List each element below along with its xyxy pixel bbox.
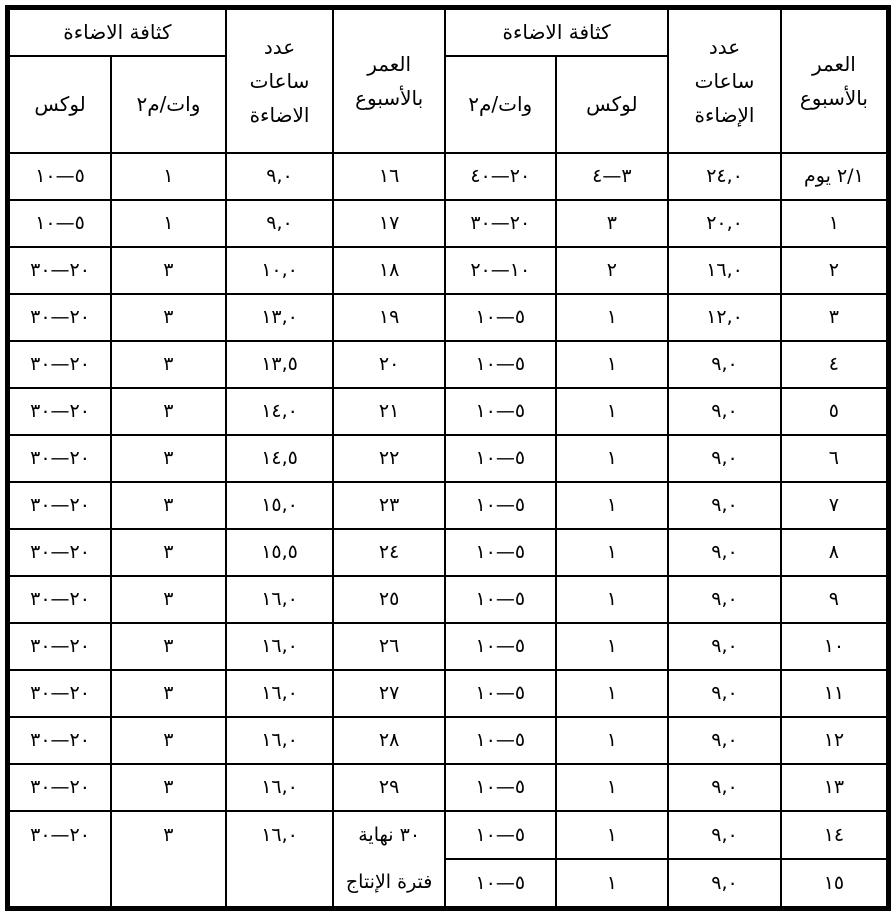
left-hours-cell: ٩,٠ [226, 200, 334, 247]
right-watt-cell: ١٠—٥ [445, 623, 556, 670]
right-lux-cell: ٣ [556, 200, 669, 247]
left-age-cell: ٢٥ [333, 576, 445, 623]
left-lux-cell: ٣٠—٢٠ [8, 623, 112, 670]
right-watt-cell: ١٠—٥ [445, 435, 556, 482]
right-hours-header-line2: ساعات [694, 68, 755, 93]
table-row [8, 529, 889, 576]
right-lux-header: لوكس [556, 56, 669, 153]
right-age-cell: ٨ [781, 529, 889, 576]
left-lux-cell: ٣٠—٢٠ [8, 811, 112, 909]
left-age-header-line2: بالأسبوع [355, 85, 424, 110]
left-watt-cell: ٣ [111, 764, 226, 811]
left-lux-cell: ٣٠—٢٠ [8, 529, 112, 576]
right-watt-cell: ١٠—٥ [445, 388, 556, 435]
right-hours-cell: ٩,٠ [668, 670, 781, 717]
right-age-cell: ١٥ [781, 859, 889, 908]
right-hours-cell: ٢٠,٠ [668, 200, 781, 247]
left-lux-cell: ٣٠—٢٠ [8, 764, 112, 811]
right-age-cell: ٣ [781, 294, 889, 341]
left-hours-cell: ١٠,٠ [226, 247, 334, 294]
table-row [8, 435, 889, 482]
left-hours-cell: ١٦,٠ [226, 623, 334, 670]
right-hours-cell: ٩,٠ [668, 482, 781, 529]
table-row [8, 623, 889, 670]
left-age-line1: ٣٠ نهاية [358, 823, 421, 846]
left-age-cell: ١٧ [333, 200, 445, 247]
left-hours-cell: ١٦,٠ [226, 811, 334, 909]
right-lux-cell: ١ [556, 764, 669, 811]
left-hours-cell: ١٥,٥ [226, 529, 334, 576]
right-lux-cell: ١ [556, 341, 669, 388]
left-lux-cell: ١٠—٥ [8, 153, 112, 200]
left-watt-cell: ٣ [111, 482, 226, 529]
table-row [8, 247, 889, 294]
header-row-top [8, 8, 889, 56]
right-watt-cell: ١٠—٥ [445, 859, 556, 908]
right-watt-cell: ١٠—٥ [445, 294, 556, 341]
table-row [8, 341, 889, 388]
left-age-cell: ٢٤ [333, 529, 445, 576]
left-hours-cell: ١٤,٠ [226, 388, 334, 435]
right-lux-cell: ٢ [556, 247, 669, 294]
right-age-cell: ٩ [781, 576, 889, 623]
right-hours-header-line3: الإضاءة [694, 102, 755, 127]
left-hours-cell: ١٣,٠ [226, 294, 334, 341]
right-lux-cell: ١ [556, 388, 669, 435]
right-age-header-line2: بالأسبوع [799, 85, 868, 110]
right-age-cell: ١٢ [781, 717, 889, 764]
left-hours-cell: ١٤,٥ [226, 435, 334, 482]
left-watt-cell: ١ [111, 153, 226, 200]
right-lux-cell: ١ [556, 717, 669, 764]
right-age-cell: ١١ [781, 670, 889, 717]
right-lux-cell: ١ [556, 859, 669, 908]
right-age-cell: ٥ [781, 388, 889, 435]
left-watt-cell: ٣ [111, 576, 226, 623]
left-age-cell: ٢٦ [333, 623, 445, 670]
right-lux-cell: ١ [556, 435, 669, 482]
lighting-program-table [5, 5, 891, 911]
left-age-line2: فترة الإنتاج [345, 870, 433, 893]
left-age-header-line1: العمر [367, 51, 412, 76]
right-age-header-line1: العمر [811, 51, 856, 76]
right-age-cell: ٤ [781, 341, 889, 388]
left-age-cell: ١٩ [333, 294, 445, 341]
right-lux-cell: ١ [556, 294, 669, 341]
right-watt-cell: ١٠—٥ [445, 717, 556, 764]
right-watt-cell: ١٠—٥ [445, 764, 556, 811]
right-watt-cell: ٢٠—١٠ [445, 247, 556, 294]
right-lux-cell: ١ [556, 529, 669, 576]
left-lux-cell: ٣٠—٢٠ [8, 247, 112, 294]
left-lux-cell: ٣٠—٢٠ [8, 294, 112, 341]
left-hours-cell: ١٦,٠ [226, 717, 334, 764]
left-age-cell: ٢٩ [333, 764, 445, 811]
right-watt-cell: ٣٠—٢٠ [445, 200, 556, 247]
right-watt-cell: ١٠—٥ [445, 529, 556, 576]
left-lux-header: لوكس [8, 56, 112, 153]
left-age-cell: ١٦ [333, 153, 445, 200]
right-hours-cell: ٩,٠ [668, 529, 781, 576]
right-watt-cell: ١٠—٥ [445, 341, 556, 388]
right-watt-cell: ١٠—٥ [445, 670, 556, 717]
left-watt-cell: ٣ [111, 435, 226, 482]
left-watt-cell: ١ [111, 200, 226, 247]
left-watt-cell: ٣ [111, 717, 226, 764]
right-age-cell: ١٣ [781, 764, 889, 811]
left-hours-cell: ١٣,٥ [226, 341, 334, 388]
right-hours-cell: ٩,٠ [668, 576, 781, 623]
right-hours-header-line1: عدد [708, 34, 741, 59]
right-intensity-group-header: كثافة الاضاءة [445, 8, 668, 56]
left-hours-cell: ١٥,٠ [226, 482, 334, 529]
right-hours-cell: ١٦,٠ [668, 247, 781, 294]
left-watt-header: وات/م٢ [111, 56, 226, 153]
right-hours-cell: ١٢,٠ [668, 294, 781, 341]
right-watt-cell: ١٠—٥ [445, 811, 556, 860]
right-age-cell: ١٤ [781, 811, 889, 860]
right-watt-cell: ١٠—٥ [445, 576, 556, 623]
left-lux-cell: ٣٠—٢٠ [8, 482, 112, 529]
right-hours-cell: ٩,٠ [668, 435, 781, 482]
right-hours-cell: ٢٤,٠ [668, 153, 781, 200]
left-watt-cell: ٣ [111, 811, 226, 909]
table-row [8, 153, 889, 200]
left-hours-header [226, 8, 334, 153]
table-row [8, 576, 889, 623]
left-hours-cell: ٩,٠ [226, 153, 334, 200]
table-row [8, 294, 889, 341]
left-intensity-group-header: كثافة الاضاءة [8, 8, 226, 56]
right-hours-cell: ٩,٠ [668, 811, 781, 860]
table-row [8, 200, 889, 247]
left-age-cell: ٢١ [333, 388, 445, 435]
right-lux-cell: ٤—٣ [556, 153, 669, 200]
right-hours-header [668, 8, 781, 153]
right-hours-cell: ٩,٠ [668, 341, 781, 388]
left-lux-cell: ١٠—٥ [8, 200, 112, 247]
left-watt-cell: ٣ [111, 341, 226, 388]
right-lux-cell: ١ [556, 811, 669, 860]
left-age-cell-production-end [333, 811, 445, 909]
left-hours-header-line1: عدد [263, 34, 296, 59]
left-watt-cell: ٣ [111, 388, 226, 435]
left-lux-cell: ٣٠—٢٠ [8, 576, 112, 623]
table-row [8, 482, 889, 529]
right-watt-cell: ١٠—٥ [445, 482, 556, 529]
left-watt-cell: ٣ [111, 247, 226, 294]
left-lux-cell: ٣٠—٢٠ [8, 341, 112, 388]
left-age-cell: ٢٣ [333, 482, 445, 529]
right-hours-cell: ٩,٠ [668, 388, 781, 435]
left-lux-cell: ٣٠—٢٠ [8, 670, 112, 717]
right-age-cell: ٦ [781, 435, 889, 482]
left-watt-cell: ٣ [111, 623, 226, 670]
right-lux-cell: ١ [556, 576, 669, 623]
right-lux-cell: ١ [556, 623, 669, 670]
left-lux-cell: ٣٠—٢٠ [8, 388, 112, 435]
left-watt-cell: ٣ [111, 670, 226, 717]
left-age-cell: ٢٨ [333, 717, 445, 764]
right-age-header [781, 8, 889, 153]
right-age-cell: ١ [781, 200, 889, 247]
right-hours-cell: ٩,٠ [668, 717, 781, 764]
left-age-cell: ٢٧ [333, 670, 445, 717]
left-watt-cell: ٣ [111, 529, 226, 576]
right-watt-header: وات/م٢ [445, 56, 556, 153]
right-age-cell: ٢/١ يوم [781, 153, 889, 200]
left-hours-cell: ١٦,٠ [226, 576, 334, 623]
right-age-cell: ٢ [781, 247, 889, 294]
left-age-cell: ١٨ [333, 247, 445, 294]
left-age-cell: ٢٠ [333, 341, 445, 388]
left-hours-header-line2: ساعات [249, 68, 310, 93]
left-hours-cell: ١٦,٠ [226, 670, 334, 717]
left-age-header [333, 8, 445, 153]
left-hours-cell: ١٦,٠ [226, 764, 334, 811]
left-watt-cell: ٣ [111, 294, 226, 341]
right-watt-cell: ٤٠—٢٠ [445, 153, 556, 200]
right-age-cell: ١٠ [781, 623, 889, 670]
table-row [8, 388, 889, 435]
table-row [8, 670, 889, 717]
table-row [8, 811, 889, 860]
right-age-cell: ٧ [781, 482, 889, 529]
right-hours-cell: ٩,٠ [668, 764, 781, 811]
right-lux-cell: ١ [556, 670, 669, 717]
left-lux-cell: ٣٠—٢٠ [8, 717, 112, 764]
left-age-cell: ٢٢ [333, 435, 445, 482]
left-lux-cell: ٣٠—٢٠ [8, 435, 112, 482]
right-hours-cell: ٩,٠ [668, 623, 781, 670]
left-hours-header-line3: الاضاءة [249, 102, 310, 127]
right-hours-cell: ٩,٠ [668, 859, 781, 908]
table-row [8, 717, 889, 764]
table-row [8, 764, 889, 811]
right-lux-cell: ١ [556, 482, 669, 529]
